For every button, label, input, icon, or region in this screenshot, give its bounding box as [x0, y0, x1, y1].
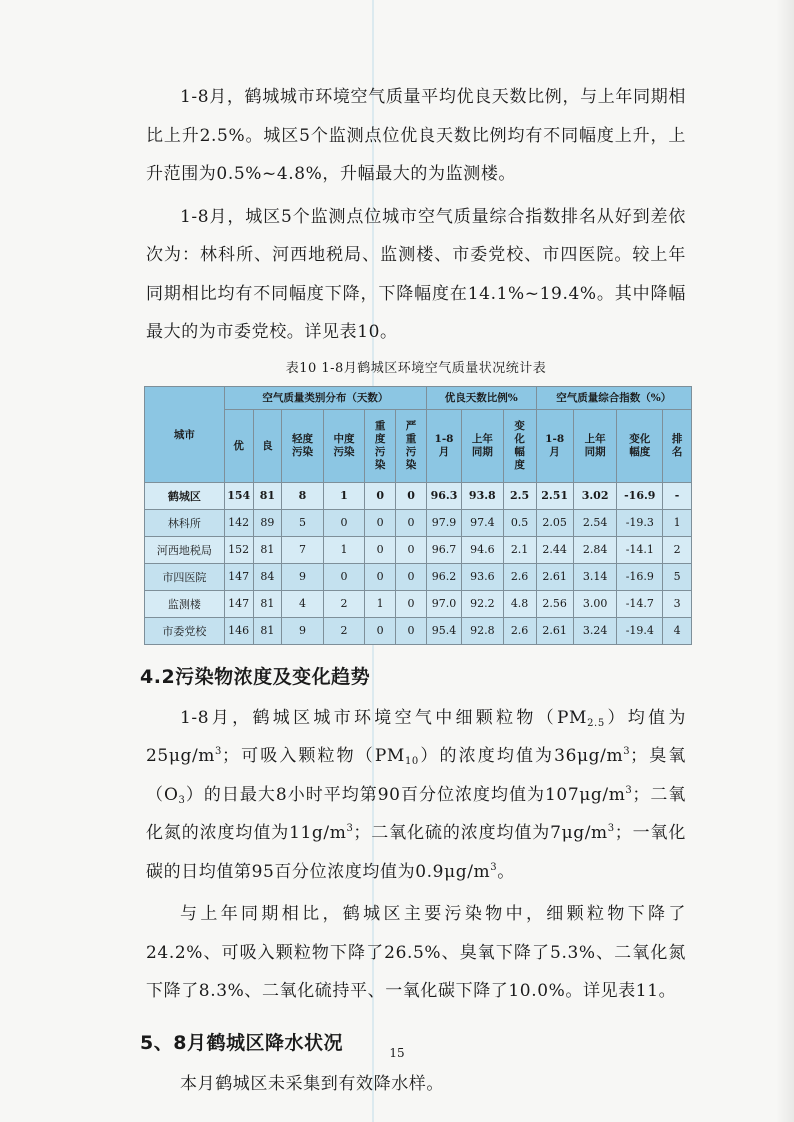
- cell: 0.5: [503, 509, 536, 536]
- cell: 9: [282, 617, 324, 644]
- cell: 4: [663, 617, 692, 644]
- cell: -16.9: [617, 563, 663, 590]
- table-row: [145, 563, 692, 590]
- paragraph-pollutant-concentration: 1-8月，鹤城区城市环境空气中细颗粒物$(PM_{2.5})$均值为$25\mu g/m^3$；可吸入颗粒物$(PM_{10})$的浓度均值为$36\mu g/m^3$；臭氧$(O_3)$的日最大8小时平均第90百分位浓度均值为$107\mu g/m^3$；二氧化氮的浓度均值为$11g/m^3$；二氧化硫的浓度均值为$7\mu g/m^3$；一氧化碳的日均值第95百分位浓度均值为$0.9\mu g/m^3$。: [146, 707, 687, 882]
- cell: 154: [224, 482, 253, 509]
- cell: -14.7: [617, 590, 663, 617]
- cell: 9: [282, 563, 324, 590]
- cell: 0: [396, 509, 427, 536]
- header-good: 良: [253, 409, 282, 482]
- table-row: [145, 536, 692, 563]
- cell: 81: [253, 617, 282, 644]
- header-group-good-ratio: 优良天数比例%: [426, 386, 536, 409]
- cell: 95.4: [426, 617, 461, 644]
- paragraph-index-ranking: 1-8月，城区5个监测点位城市空气质量综合指数排名从好到差依次为：林科所、河西地税局、监测楼、市委党校、市四医院。较上年同期相比均有不同幅度下降，下降幅度在14.1%~19.4%。其中降幅最大的为市委党校。详见表10。: [146, 206, 686, 342]
- table-row: [145, 590, 692, 617]
- cell: 96.2: [426, 563, 461, 590]
- air-quality-table: [144, 386, 692, 645]
- cell: 92.2: [462, 590, 504, 617]
- header-light-pollution: 轻度污染: [282, 409, 324, 482]
- table-row: [145, 509, 692, 536]
- cell-city: 河西地税局: [145, 536, 225, 563]
- cell: 0: [365, 536, 396, 563]
- header-group-composite-index: 空气质量综合指数（%）: [536, 386, 691, 409]
- header-index-last-year: 上年同期: [573, 409, 617, 482]
- cell: 0: [323, 563, 365, 590]
- cell: 94.6: [462, 536, 504, 563]
- cell: -16.9: [617, 482, 663, 509]
- cell: 97.4: [462, 509, 504, 536]
- header-heavy-pollution: 重度污染: [365, 409, 396, 482]
- cell: 93.8: [462, 482, 504, 509]
- header-severe-pollution: 严重污染: [396, 409, 427, 482]
- cell: 3.14: [573, 563, 617, 590]
- cell: 0: [396, 590, 427, 617]
- paragraph-good-days: 1-8月，鹤城城市环境空气质量平均优良天数比例，与上年同期相比上升2.5%。城区5个监测点位优良天数比例均有不同幅度上升，上升范围为0.5%~4.8%，升幅最大的为监测楼。: [146, 87, 686, 184]
- cell: 2.84: [573, 536, 617, 563]
- cell: -19.4: [617, 617, 663, 644]
- cell: 89: [253, 509, 282, 536]
- cell: 146: [224, 617, 253, 644]
- header-group-category: 空气质量类别分布（天数）: [224, 386, 426, 409]
- cell: 2.44: [536, 536, 573, 563]
- cell: 3.00: [573, 590, 617, 617]
- cell: 2: [323, 617, 365, 644]
- section-heading-5: 5、8月鹤城区降水状况: [140, 1031, 343, 1054]
- cell: 142: [224, 509, 253, 536]
- cell: -19.3: [617, 509, 663, 536]
- cell: 5: [282, 509, 324, 536]
- cell: 2.5: [503, 482, 536, 509]
- cell-city: 林科所: [145, 509, 225, 536]
- cell: 1: [323, 536, 365, 563]
- cell: 1: [323, 482, 365, 509]
- cell-city: 监测楼: [145, 590, 225, 617]
- cell: 4: [282, 590, 324, 617]
- table-caption: 表10 1-8月鹤城区环境空气质量状况统计表: [285, 360, 547, 376]
- cell: 3: [663, 590, 692, 617]
- cell-city: 市委党校: [145, 617, 225, 644]
- cell: 97.9: [426, 509, 461, 536]
- page-number: 15: [389, 1046, 405, 1060]
- cell: 2.61: [536, 563, 573, 590]
- cell: 81: [253, 590, 282, 617]
- cell: 7: [282, 536, 324, 563]
- cell: 2: [323, 590, 365, 617]
- header-rank: 排名: [663, 409, 692, 482]
- cell: 81: [253, 482, 282, 509]
- page-content: [140, 78, 687, 1103]
- cell: 0: [396, 482, 427, 509]
- cell: 2.05: [536, 509, 573, 536]
- cell: 0: [365, 617, 396, 644]
- cell: 147: [224, 590, 253, 617]
- cell: 2.54: [573, 509, 617, 536]
- cell: 2: [663, 536, 692, 563]
- cell: 81: [253, 536, 282, 563]
- table-body: [145, 482, 692, 644]
- header-moderate-pollution: 中度污染: [323, 409, 365, 482]
- cell: 4.8: [503, 590, 536, 617]
- table-row: [145, 617, 692, 644]
- section-heading-4-2: 4.2污染物浓度及变化趋势: [140, 665, 371, 688]
- cell: 0: [396, 536, 427, 563]
- cell: -14.1: [617, 536, 663, 563]
- cell: 2.61: [536, 617, 573, 644]
- cell: 0: [323, 509, 365, 536]
- cell: 2.6: [503, 617, 536, 644]
- cell: 1: [365, 590, 396, 617]
- cell: 96.7: [426, 536, 461, 563]
- cell: 0: [365, 563, 396, 590]
- cell: 1: [663, 509, 692, 536]
- cell: 97.0: [426, 590, 461, 617]
- cell: 0: [365, 509, 396, 536]
- header-index-current: 1-8月: [536, 409, 573, 482]
- cell: 8: [282, 482, 324, 509]
- cell: -: [663, 482, 692, 509]
- header-city: 城市: [145, 386, 225, 482]
- cell: 5: [663, 563, 692, 590]
- paragraph-year-over-year: 与上年同期相比，鹤城区主要污染物中，细颗粒物下降了24.2%、可吸入颗粒物下降了26.5%、臭氧下降了5.3%、二氧化氮下降了8.3%、二氧化硫持平、一氧化碳下降了10.0%。详见表11。: [146, 904, 686, 1001]
- cell: 0: [365, 482, 396, 509]
- cell: 2.56: [536, 590, 573, 617]
- cell: 0: [396, 617, 427, 644]
- cell: 2.6: [503, 563, 536, 590]
- paragraph-precipitation: 本月鹤城区未采集到有效降水样。: [180, 1073, 444, 1094]
- table-row: [145, 482, 692, 509]
- header-ratio-last-year: 上年同期: [462, 409, 504, 482]
- header-ratio-change: 变化幅度: [503, 409, 536, 482]
- cell: 96.3: [426, 482, 461, 509]
- cell: 0: [396, 563, 427, 590]
- header-excellent: 优: [224, 409, 253, 482]
- cell-city: 市四医院: [145, 563, 225, 590]
- cell: 3.24: [573, 617, 617, 644]
- cell: 3.02: [573, 482, 617, 509]
- cell: 2.1: [503, 536, 536, 563]
- cell: 84: [253, 563, 282, 590]
- cell: 92.8: [462, 617, 504, 644]
- header-index-change: 变化幅度: [617, 409, 663, 482]
- cell: 152: [224, 536, 253, 563]
- cell: 2.51: [536, 482, 573, 509]
- cell-city: 鹤城区: [145, 482, 225, 509]
- cell: 147: [224, 563, 253, 590]
- cell: 93.6: [462, 563, 504, 590]
- header-ratio-current: 1-8月: [426, 409, 461, 482]
- scan-edge-shadow: [776, 0, 794, 1122]
